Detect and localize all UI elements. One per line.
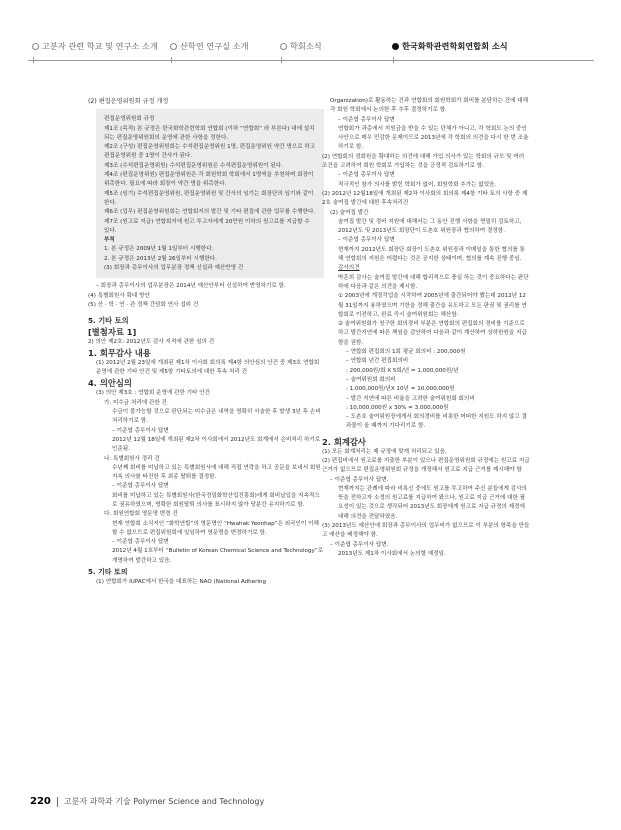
item-title: 나. 특별회원사 정리 건 <box>104 455 160 462</box>
paragraph: 술여집 발간 및 경비 지원에 대해서는 그 동안 진행 사항을 면밀히 검토하고, 2012년도 및 2013년도 회장단이 도촌호 위원장과 협의하여 결정함. <box>338 218 522 235</box>
paragraph: 2012년 4월 1호부터 “Bulletin of Korean Chemical Science and Technology”로 개명하여 발간하고 있음. <box>112 548 324 564</box>
nav-tick <box>171 57 172 63</box>
journal-title: 고분자 과학과 기술 Polymer Science and Technology <box>63 797 265 806</box>
list-item: – 술여위원회 회의비 <box>346 376 396 383</box>
paragraph: (1) 2012년 2월 23일에 개최된 제1차 이사회 회의록 제4항 의안심의 안건 중 제3호 연합회 운영에 관한 기타 안건 및 제5항 기타토의에 대한 후속 처리 건 <box>96 359 320 376</box>
nav-tick <box>393 57 394 63</box>
paragraph: 2013년도 제1차 이사회에서 논의할 예정임. <box>338 550 446 557</box>
regulation-article: 제1조 (목적) 본 규정은 한국화학관련학회 연합회 (이하 “연합회” 라 부른다) 내에 설치되는 편집운영위원회의 운영에 관한 사항을 정한다. <box>104 125 315 141</box>
list-item: – 연합회 년간 편집회의비 <box>346 358 409 365</box>
answer-title: – 이준엽 총무이사 답변 <box>112 483 169 490</box>
paragraph: (1) 모든 회계처리는 제 규정에 맞게 처리되고 있음. <box>322 448 447 455</box>
list-item: : 1,000,000원/년X 10년 = 10,000,000원 <box>346 386 455 393</box>
nav-item-label: 산학연 연구실 소개 <box>180 41 249 51</box>
addendum-title: 부칙 <box>104 237 115 244</box>
list-item: : 10,000,000원 x 30% = 3,000,000원 <box>346 404 449 411</box>
nav-item-federation-news[interactable] <box>392 41 508 52</box>
nav-tick <box>281 57 282 63</box>
regulation-article: 제7조 (원고료 지급) 연합회지에 원고 투고자에게 20만원 이하의 원고료를 지급할 수 있다. <box>104 218 310 234</box>
nav-divider <box>28 60 594 61</box>
paragraph: (2) 편집비에서 원고료를 지출한 부분이 있으나 편집운영위원회 규정에는 원고료 지급 근거가 없으므로 편집운영위원회 규정을 개정해서 원고료 지급 근거를 제시해야 함 <box>322 457 530 474</box>
page-footer <box>30 796 264 807</box>
nav-bullet-icon <box>32 43 39 50</box>
regulation-article: 제3조 (수석편집운영위원) 수석편집운영위원은 수석편집운영위원이 된다. <box>104 162 283 169</box>
section-heading: 1. 회무감사 내용 <box>88 347 151 358</box>
list-item: – 연합회 편집회의 1회 평균 회의비 : 200,000원 <box>346 349 466 356</box>
answer-title: – 이준엽 총무이사 답변. <box>330 541 389 548</box>
item-title: 다. 회원연합회 영문명 변경 건 <box>104 511 178 518</box>
answer-title: – 이준엽 총무이사 답변 <box>338 172 395 179</box>
paragraph: 수금이 불가능할 것으로 판단되는 미수금은 내역을 명확히 서술한 후 발생 3년 후 손비 처리하기로 함. <box>112 409 321 425</box>
paragraph: 현재 연합회 소식지인 “화학연합”의 영문명인 “Hwahak Yeonhap”은 외국인이 이해할 수 없으므로 편집위원회에 일임하여 영문명을 변경하기로 함. <box>112 520 319 536</box>
paragraph: (4) 특별회원사 확대 방안 <box>88 292 150 299</box>
nav-bullet-icon <box>392 43 399 50</box>
paragraph: (2) 2012년 12월18일에 개최된 제2차 이사회의 회의록 제4항 기타 토의 사항 중 제2호 술여집 발간에 대한 후속처리건 <box>322 190 528 207</box>
paragraph: (5) 산 · 학 · 연 · 관 정책 간담회 연사 섭외 건 <box>88 301 199 308</box>
nav-bullet-icon <box>170 43 177 50</box>
item-title: 가. 미수금 처리에 관한 건 <box>104 399 167 406</box>
paragraph: 박흔희 감사는 술여집 발간에 대해 합리적으로 충실 하는 것이 중요하다는 판단하에 다음과 같은 의견을 제시함. <box>338 274 529 290</box>
page-number: 220 <box>30 796 51 807</box>
answer-title: – 이준엽 총무이사 답변. <box>330 476 389 483</box>
paragraph: Organization)로 활동하는 건과 연합회의 회원학회가 회비를 분담하는 건에 대해 각 회원 학회에서 논의한 후 추후 결정하기로 함. <box>330 98 529 114</box>
list-item: – 발간 지연에 따른 비율을 고려한 술여위원회 회의비 <box>346 395 475 402</box>
nav-tick <box>33 57 34 63</box>
appendix-title: [별첨자료 1] <box>88 326 137 337</box>
paragraph: (2) 연합회의 정회원을 확대하는 의견에 대해 가입 의사가 있는 학회의 규모 및 여러 조건을 고려하여 회원 학회로 가입하는 것을 긍정적 검토하기로 함. <box>322 153 525 170</box>
regulation-article: 제5조 (임기) 수석편집운영위원, 편집운영위원 및 간사의 임기는 회장단의 임기와 같이한다. <box>104 190 314 206</box>
addendum-item: (3) 회장과 총무이사의 업무분장 정책 신설과 예산반영 건 <box>104 265 244 272</box>
nav-item-society-news[interactable] <box>280 41 322 52</box>
answer-title: – 이준엽 총무이사 답변 <box>338 116 395 123</box>
paragraph: 회비를 미납하고 있는 특별회원사(한국정밀화학산업진흥회)에게 회비납입을 지속적으로 권유하였으며, 명확한 회원탈퇴 의사를 표시하지 않아 당분간 유지하기로 함. <box>112 492 320 508</box>
opinion-item: ② 술여위원회가 청구한 회의경비 부분은 연합회의 편집회의 경비를 기준으로 하고 발간지연에 따른 책임을 감안하여 다음과 같이 계산하여 상하한원을 지급함을 권함. <box>338 321 527 346</box>
addendum-item: 1. 본 규정은 2009년 1월 1일부터 시행한다. <box>104 246 214 253</box>
paragraph: 현재까지는 관례에 따라 비록신 중에도 원고를 투고하여 주신 분들에게 감사의 뜻을 전하고자 소정의 원고료를 지급하여 왔으나, 원고료 지급 근거에 대한 필요성이 있는 것으로 생각되어 2013년도 회장에게 원고료 지급 규정의 제정에 대해 의견을 전달하였음. <box>338 485 527 520</box>
section-heading: 5. 기타 토의 <box>88 568 128 577</box>
paragraph: 수년째 회비를 미납하고 있는 특별회원사에 대해 직접 연락을 하고 공문을 보내서 회원 지속 의사를 타진한 후 최종 탈퇴를 결정함. <box>112 464 321 481</box>
regulation-article: 제6조 (업무) 편집운영위원회는 연합회지의 발간 및 기타 편집에 관한 업무를 수행한다. <box>104 209 316 216</box>
list-item: – 도촌호 술여위원장에게서 회의경비를 비롯한 어떠한 지원도 하지 않고 결과물이 올 때까지 기다리기로 함. <box>346 414 527 430</box>
regulation-article: 제4조 (편집운영위원) 편집운영위원은 각 회원학회 학회에서 1명씩을 추천하며 회장이 위촉한다. 필요에 따라 회장이 약간 명을 위촉한다. <box>104 172 314 188</box>
paragraph: (3) 2013년도 예산안에 회장과 총무이사의 업무비가 없으므로 이 부분의 항목을 만들고 예산을 배정해야 함. <box>322 523 530 539</box>
paragraph: (1) 연합회가 IUPAC에서 한국을 대표하는 NAO (National Adhering <box>96 579 267 586</box>
regulation-article: 제2조 (구성) 편집운영위원회는 수석편집운영위원 1명, 편집운영위원 약간 명으로 하고 편집운영위원 중 1명이 간사가 된다. <box>104 144 316 160</box>
paragraph: – 회장과 총무이사의 업무분장은 2014년 예산안부터 신설하여 반영하기로 함. <box>96 283 286 290</box>
regulation-title: 편집운영위원회 규정 <box>104 116 155 123</box>
nav-item-schools[interactable] <box>32 41 158 52</box>
nav-bullet-icon <box>280 43 287 50</box>
addendum-item: 2. 본 규정은 2013년 2월 26일부터 시행한다. <box>104 255 217 262</box>
paragraph: 적극적인 참가 의사를 밝힌 학회가 없어, 회원학회 추가는 없었음. <box>338 181 497 188</box>
left-column <box>88 97 324 587</box>
paragraph: 2) 의안 제2호: 2012년도 감사 지적에 관한 심의 건 <box>88 338 215 345</box>
audit-opinion-title: 감사의견 <box>338 265 360 272</box>
section-heading: 4. 의안심의 <box>88 378 132 389</box>
answer-title: – 이준엽 총무이사 답변 <box>338 237 395 244</box>
right-column <box>322 97 530 559</box>
section-title: (2) 편집운영위원회 규정 개정 <box>88 98 169 105</box>
paragraph: (3) 의안 제3호 : 연합회 운영에 관한 기타 안건 <box>96 390 211 397</box>
answer-title: – 이준엽 총무이사 답변 <box>112 539 169 546</box>
footer-divider <box>57 797 58 807</box>
nav-item-label: 한국화학관련학회연합회 소식 <box>402 41 508 51</box>
section-heading: 2. 회계감사 <box>322 436 366 447</box>
section-heading: 5. 기타 토의 <box>88 316 129 326</box>
item-title: (2) 술여집 발간 <box>330 209 369 216</box>
paragraph: 2012년 12월 18일에 개최된 제2차 이사회에서 2012년도 회계에서 손비처리 하기로 인준됨. <box>112 436 321 453</box>
nav-item-label: 고분자 관련 학교 및 연구소 소개 <box>42 41 158 51</box>
answer-title: – 이준엽 총무이사 답변 <box>112 427 169 434</box>
nav-item-labs[interactable] <box>170 41 248 52</box>
nav-item-label: 학회소식 <box>290 41 322 51</box>
list-item: : 200,000원/회 X 5회/년 = 1,000,000원/년 <box>346 367 459 374</box>
section-nav <box>28 41 594 57</box>
paragraph: 현재까지 2012년도 회장단 회장이 도촌호 위원장과 이메일을 통한 협의를 통해 연합회의 지원은 어렵다는 것은 공지한 상태이며, 협의를 계속 진행 중임. <box>338 246 525 263</box>
regulation-box <box>96 109 324 278</box>
opinion-item: ① 2003년에 개정작업을 시작하여 2005년에 출간되어야 했는데 2012년 12월 31일까지 용하였으며 기한을 정해 출간을 유도하고 모든 판권 및 권리를 연합회로 이전하고, 완료 즉시 술여위원회는 해산함. <box>338 293 527 318</box>
paragraph: 연합회가 과총에서 지원금을 받을 수 있는 단체가 아니고, 각 학회도 논의 중인 사안으로 매우 민감한 문제이므로 2013년에 각 학회의 의견을 다시 한 번 조율 하기로 함. <box>338 125 529 151</box>
